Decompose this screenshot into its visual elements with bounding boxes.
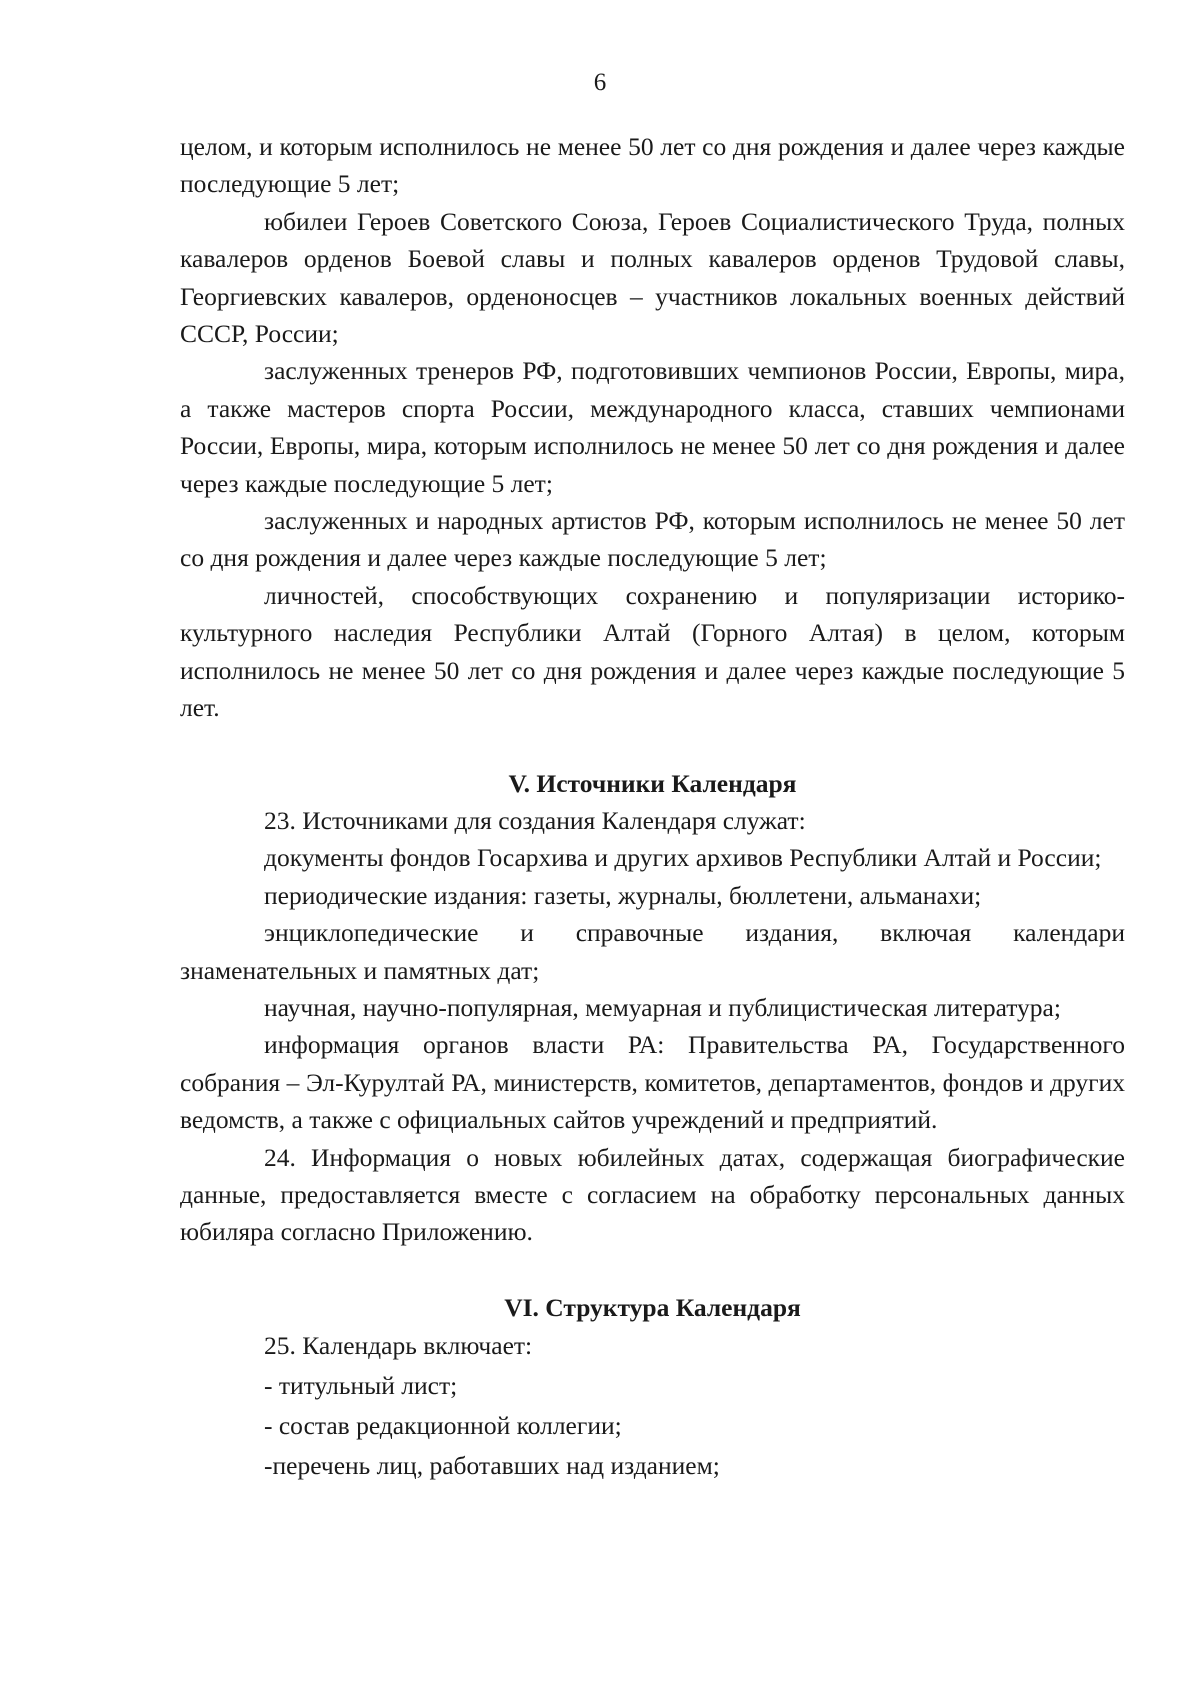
source-item-archives: документы фондов Госархива и других архивов Республики Алтай и России; bbox=[264, 843, 1102, 873]
paragraph-intro-continuation: целом, и которым исполнилось не менее 50 лет со дня рождения и далее через каждые последующие 5 лет; bbox=[180, 132, 1125, 199]
section-spacer bbox=[180, 1251, 1125, 1289]
paragraph-heritage-persons: личностей, способствующих сохранению и популяризации историко-культурного наследия Республики Алтай (Горного Алтая) в целом, которым исполнилось не менее 50 лет со дня рождения и далее через каждые последующие 5 лет. bbox=[180, 580, 1125, 723]
source-item-encyclopedias: энциклопедические и справочные издания, включая календари знаменательных и памятных дат; bbox=[180, 918, 1125, 985]
source-item-government-info: информация органов власти РА: Правительства РА, Государственного собрания – Эл-Курултай РА, министерств, комитетов, департаментов, фондов и других ведомств, а также с официальных сайтов учреждений и предприятий. bbox=[180, 1030, 1125, 1135]
paragraph-honored-coaches: заслуженных тренеров РФ, подготовивших чемпионов России, Европы, мира, а также мастеров спорта России, международного класса, ставших чемпионами России, Европы, мира, которым исполнилось не менее 50 лет со дня рождения и далее через каждые последующие 5 лет; bbox=[180, 356, 1125, 498]
section-heading-sources: V. Источники Календаря bbox=[508, 768, 797, 798]
document-body bbox=[180, 128, 1125, 1486]
structure-item-editorial-board: - состав редакционной коллегии; bbox=[264, 1411, 622, 1441]
structure-item-title-page: - титульный лист; bbox=[264, 1371, 458, 1401]
page-number: 6 bbox=[593, 69, 607, 96]
section-heading-structure: VI. Структура Календаря bbox=[504, 1292, 801, 1322]
source-item-periodicals: периодические издания: газеты, журналы, бюллетени, альманахи; bbox=[264, 880, 982, 910]
section-spacer bbox=[180, 727, 1125, 765]
source-item-literature: научная, научно-популярная, мемуарная и публицистическая литература; bbox=[264, 992, 1061, 1022]
structure-item-contributors: -перечень лиц, работавших над изданием; bbox=[264, 1451, 720, 1481]
paragraph-honored-artists: заслуженных и народных артистов РФ, которым исполнилось не менее 50 лет со дня рождения и далее через каждые последующие 5 лет; bbox=[180, 506, 1125, 573]
clause-23: 23. Источниками для создания Календаря служат: bbox=[264, 805, 806, 835]
clause-25: 25. Календарь включает: bbox=[264, 1331, 533, 1361]
clause-24: 24. Информация о новых юбилейных датах, содержащая биографические данные, предоставляется вместе с согласием на обработку персональных данных юбиляра согласно Приложению. bbox=[180, 1142, 1125, 1247]
paragraph-heroes-jubilees: юбилеи Героев Советского Союза, Героев Социалистического Труда, полных кавалеров орденов Боевой славы и полных кавалеров орденов Трудовой славы, Георгиевских кавалеров, орденоносцев – участников локальных военных действий СССР, России; bbox=[180, 206, 1125, 349]
